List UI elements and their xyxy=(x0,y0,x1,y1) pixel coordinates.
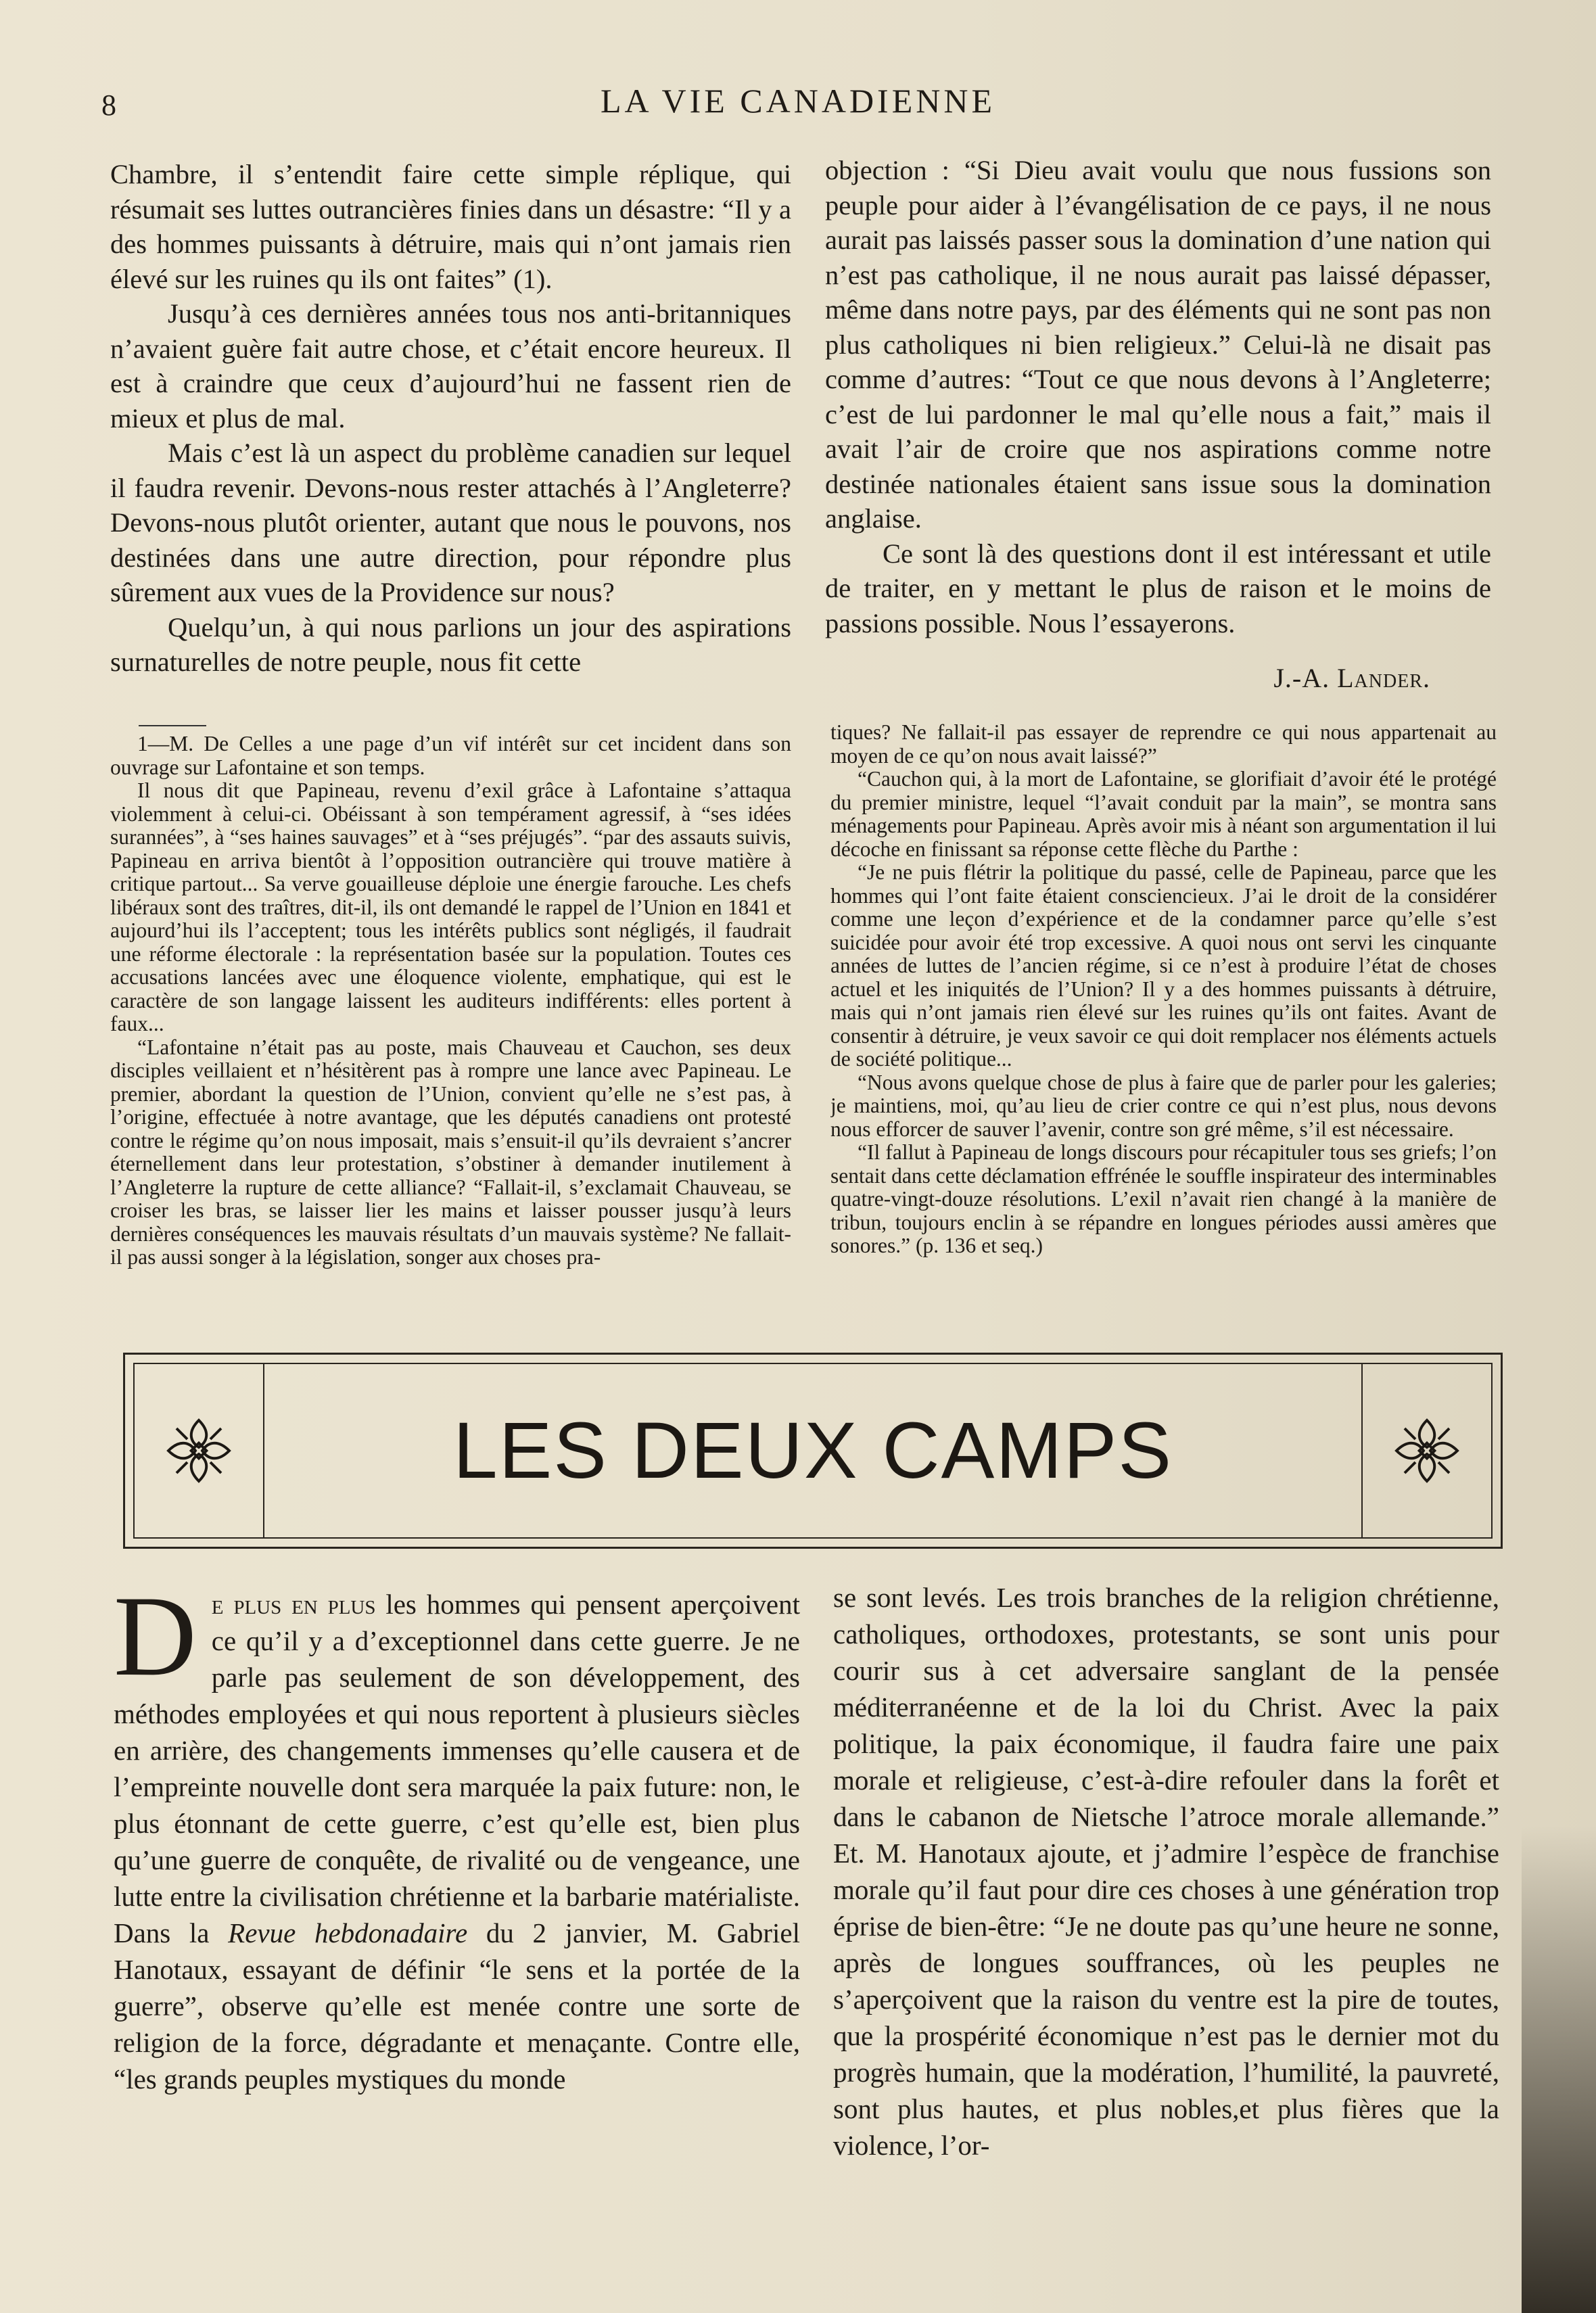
footnote-paragraph: “Nous avons quelque chose de plus à faire que de parler pour les galeries; je maintiens, moi, qu’au lieu de crier contre ce qui n’est plus, nous devons nous efforcer de sauver l’avenir, contre son gré même, s’il est nécessaire. xyxy=(830,1070,1497,1141)
paragraph: Jusqu’à ces dernières années tous nos anti-britanniques n’avaient guère fait autre chose, et c’était encore heureux. Il est à craindre que ceux d’aujourd’hui ne fassent rien de mieux et plus de mal. xyxy=(110,298,791,434)
paragraph: objection : “Si Dieu avait voulu que nous fussions son peuple pour aider à l’évangélisation de ce pays, il ne nous aurait pas laissés passer sous la domination d’une nation qui n’est pas catholique, il ne nous aurait pas laissé dépasser, même dans notre pays, par des éléments qui ne sont pas non plus catholiques ni bien religieux.” Celui-là ne disait pas comme d’autres: “Tout ce que nous devons à l’Angleterre; c’est de lui pardonner le mal qu’elle nous a fait,” mais il avait l’air de croire que nos aspirations comme notre destinée nationales étaient sans issue sous la domination anglaise. xyxy=(825,155,1491,534)
running-header xyxy=(101,81,1495,128)
footnote-paragraph: tiques? Ne fallait-il pas essayer de reprendre ce qui nous appartenait au moyen de ce qu’on nous avait laissé?” xyxy=(830,721,1497,768)
paragraph: se sont levés. Les trois branches de la religion chrétienne, catholiques, orthodoxes, protestants, se sont unis pour courir sus à cet adversaire sanglant de la pensée méditerranéenne et de la loi du Christ. Avec la paix politique, la paix économique, il faudra faire une paix morale et religieuse, c’est-à-dire refouler dans la forêt et dans le cabanon de Nietsche l’atroce morale allemande.” Et. M. Hanotaux ajoute, et j’admire l’espèce de franchise morale qu’il faut pour dire ces choses à une génération trop éprise de bien-être: “Je ne doute pas qu’une heure ne sonne, après de longues souffrances, où les peuples ne s’aperçoivent que la raison du ventre est la pire de toutes, que la prospérité économique n’est pas le dernier mot du progrès humain, que la modération, l’humilité, la pauvreté, sont plus hautes, et plus nobles,et plus fières que la violence, l’or- xyxy=(833,1582,1499,2161)
fleuron-ornament-icon xyxy=(1390,1414,1464,1488)
footnote-paragraph: “Je ne puis flétrir la politique du passé, celle de Papineau, parce que les hommes qui l’ont faite étaient consciencieux. J’ai le droit de la considérer comme une leçon d’expérience et de la condamner parce qu’elle s’est suicidée pour avoir été trop excessive. A quoi nous ont servi les cinquante années de luttes de l’ancien régime, si ce n’est à produire l’état de choses actuel et les iniquités de l’Union? Il y a des hommes puissants à détruire, mais qui n’ont jamais rien élevé sur les ruines qu’ils ont faites. Avant de consentir à détruire, je veux savoir ce qui doit remplacer nos éléments actuels de société politique... xyxy=(830,860,1497,1071)
footnote-paragraph: 1—M. De Celles a une page d’un vif intérêt sur cet incident dans son ouvrage sur Lafontaine et son temps. xyxy=(110,732,791,779)
signature-initials: J.-A. xyxy=(1273,663,1330,693)
banner-inner-frame xyxy=(133,1363,1493,1539)
footnote-paragraph: “Lafontaine n’était pas au poste, mais Chauveau et Cauchon, ses deux disciples veillaient et n’hésitèrent pas à rompre une lance avec Papineau. Le premier, abordant la question de l’Union, convient qu’elle ne s’est pas, à l’origine, effectuée à notre avantage, que les députés canadiens ont protesté contre le régime qu’on nous imposait, mais s’ensuit-il qu’ils devraient s’ancrer éternellement dans leur protestation, s’obstiner à demander inutilement à l’Angleterre la rupture de cette alliance? “Fallait-il, s’exclamait Chauveau, se croiser les bras, se laisser lier les mains et laisser pousser jusqu’à leurs dernières conséquences les mauvais résultats d’un mauvais système? Ne fallait-il pas aussi songer à la législation, songer aux choses pra- xyxy=(110,1035,791,1269)
footnote-paragraph: “Il fallut à Papineau de longs discours pour récapituler tous ses griefs; l’on sentait dans cette déclamation effrénée le souffle inspirateur des interminables quatre-vingt-douze résolutions. L’exil n’avait rien changé à la manière de tribun, toujours enclin à se répandre en longues périodes aussi amères que sonores.” (p. 136 et seq.) xyxy=(830,1140,1497,1257)
fleuron-ornament-icon xyxy=(162,1414,236,1488)
article-2-left-column xyxy=(114,1586,800,2262)
paragraph: Chambre, il s’entendit faire cette simple réplique, qui résumait ses luttes outrancières finies dans un désastre: “Il y a des hommes puissants à détruire, mais qui n’ont jamais rien élevé sur les ruines qu ils ont faites” (1). xyxy=(110,159,791,294)
publication-title: Revue hebdonadaire xyxy=(228,1917,468,1948)
signature-name: Lander. xyxy=(1337,663,1430,693)
drop-cap: D xyxy=(114,1586,197,1700)
paragraph xyxy=(114,1586,800,2097)
journal-title: LA VIE CANADIENNE xyxy=(600,82,996,120)
footnote-paragraph: “Cauchon qui, à la mort de Lafontaine, se glorifiait d’avoir été le protégé du premier ministre, lequel “l’avait conduit par la main”, se montra sans ménagements pour Papineau. Après avoir mis à néant son argumentation il lui décoche en finissant sa réponse cette flèche du Parthe : xyxy=(830,767,1497,861)
section-banner xyxy=(123,1353,1503,1549)
article-2-right-column xyxy=(833,1579,1499,2262)
section-title: LES DEUX CAMPS xyxy=(452,1406,1173,1495)
footnote-left-column xyxy=(110,732,791,1355)
footnote-paragraph: Il nous dit que Papineau, revenu d’exil grâce à Lafontaine s’attaqua violemment à celui-ci. Obéissant à son tempérament agressif, à “ses idées surannées”, à “ses haines sauvages” et à “ses préjugés”. “par des assauts suivis, Papineau en arriva bientôt à l’opposition outrancière qui trouve matière à critique partout... Sa verve gouailleuse déploie une énergie farouche. Les chefs libéraux sont des traîtres, dit-il, ils ont demandé le rappel de l’Union en 1841 et aujourd’hui ils l’acceptent; tous les intérêts publics sont négligés, il faudrait une réforme électorale : la représentation basée sur la population. Toutes ces accusations lancées avec une éloquence violente, emphatique, qui est le caractère de son langage laissent les auditeurs indifférents: elles portent à faux... xyxy=(110,778,791,1035)
footnote-rule xyxy=(139,725,206,726)
footnote-right-column xyxy=(830,721,1497,1353)
page-number: 8 xyxy=(101,89,116,122)
paragraph: Ce sont là des questions dont il est intéressant et utile de traiter, en y mettant le plus de raison et le moins de passions possible. Nous l’essayerons. xyxy=(825,538,1491,638)
paragraph: Mais c’est là un aspect du problème canadien sur lequel il faudra revenir. Devons-nous rester attachés à l’Angleterre? Devons-nous plutôt orienter, autant que nous le pouvons, nos destinées dans une autre direction, pour répondre plus sûrement aux vues de la Providence sur nous? xyxy=(110,438,791,607)
author-signature xyxy=(825,661,1491,696)
banner-ornament-right xyxy=(1361,1364,1491,1537)
page-edge-shadow xyxy=(1522,1826,1596,2313)
paragraph: Quelqu’un, à qui nous parlions un jour des aspirations surnaturelles de notre peuple, nous fit cette xyxy=(110,611,791,677)
opening-words: e plus en plus xyxy=(211,1589,376,1620)
article-1-left-column xyxy=(110,157,791,698)
banner-ornament-left xyxy=(135,1364,264,1537)
body-text: du 2 janvier, M. Gabriel Hanotaux, essayant de définir “le sens et la portée de la guerre”, observe qu’elle est menée contre une sorte de religion de la force, dégradante et menaçante. Contre elle, “les grands peuples mystiques du monde xyxy=(114,1917,800,2095)
body-text: les hommes qui pensent aperçoivent ce qu’il y a d’exceptionnel dans cette guerre. Je ne parle pas seulement de son développement, des méthodes employées et qui nous reportent à plusieurs siècles en arrière, des changements immenses qu’elle causera et de l’empreinte nouvelle dont sera marquée la paix future: non, le plus étonnant de cette guerre, c’est qu’elle est, bien plus qu’une guerre de conquête, de rivalité ou de vengeance, une lutte entre la civilisation chrétienne et la barbarie matérialiste. Dans la xyxy=(114,1589,800,1948)
